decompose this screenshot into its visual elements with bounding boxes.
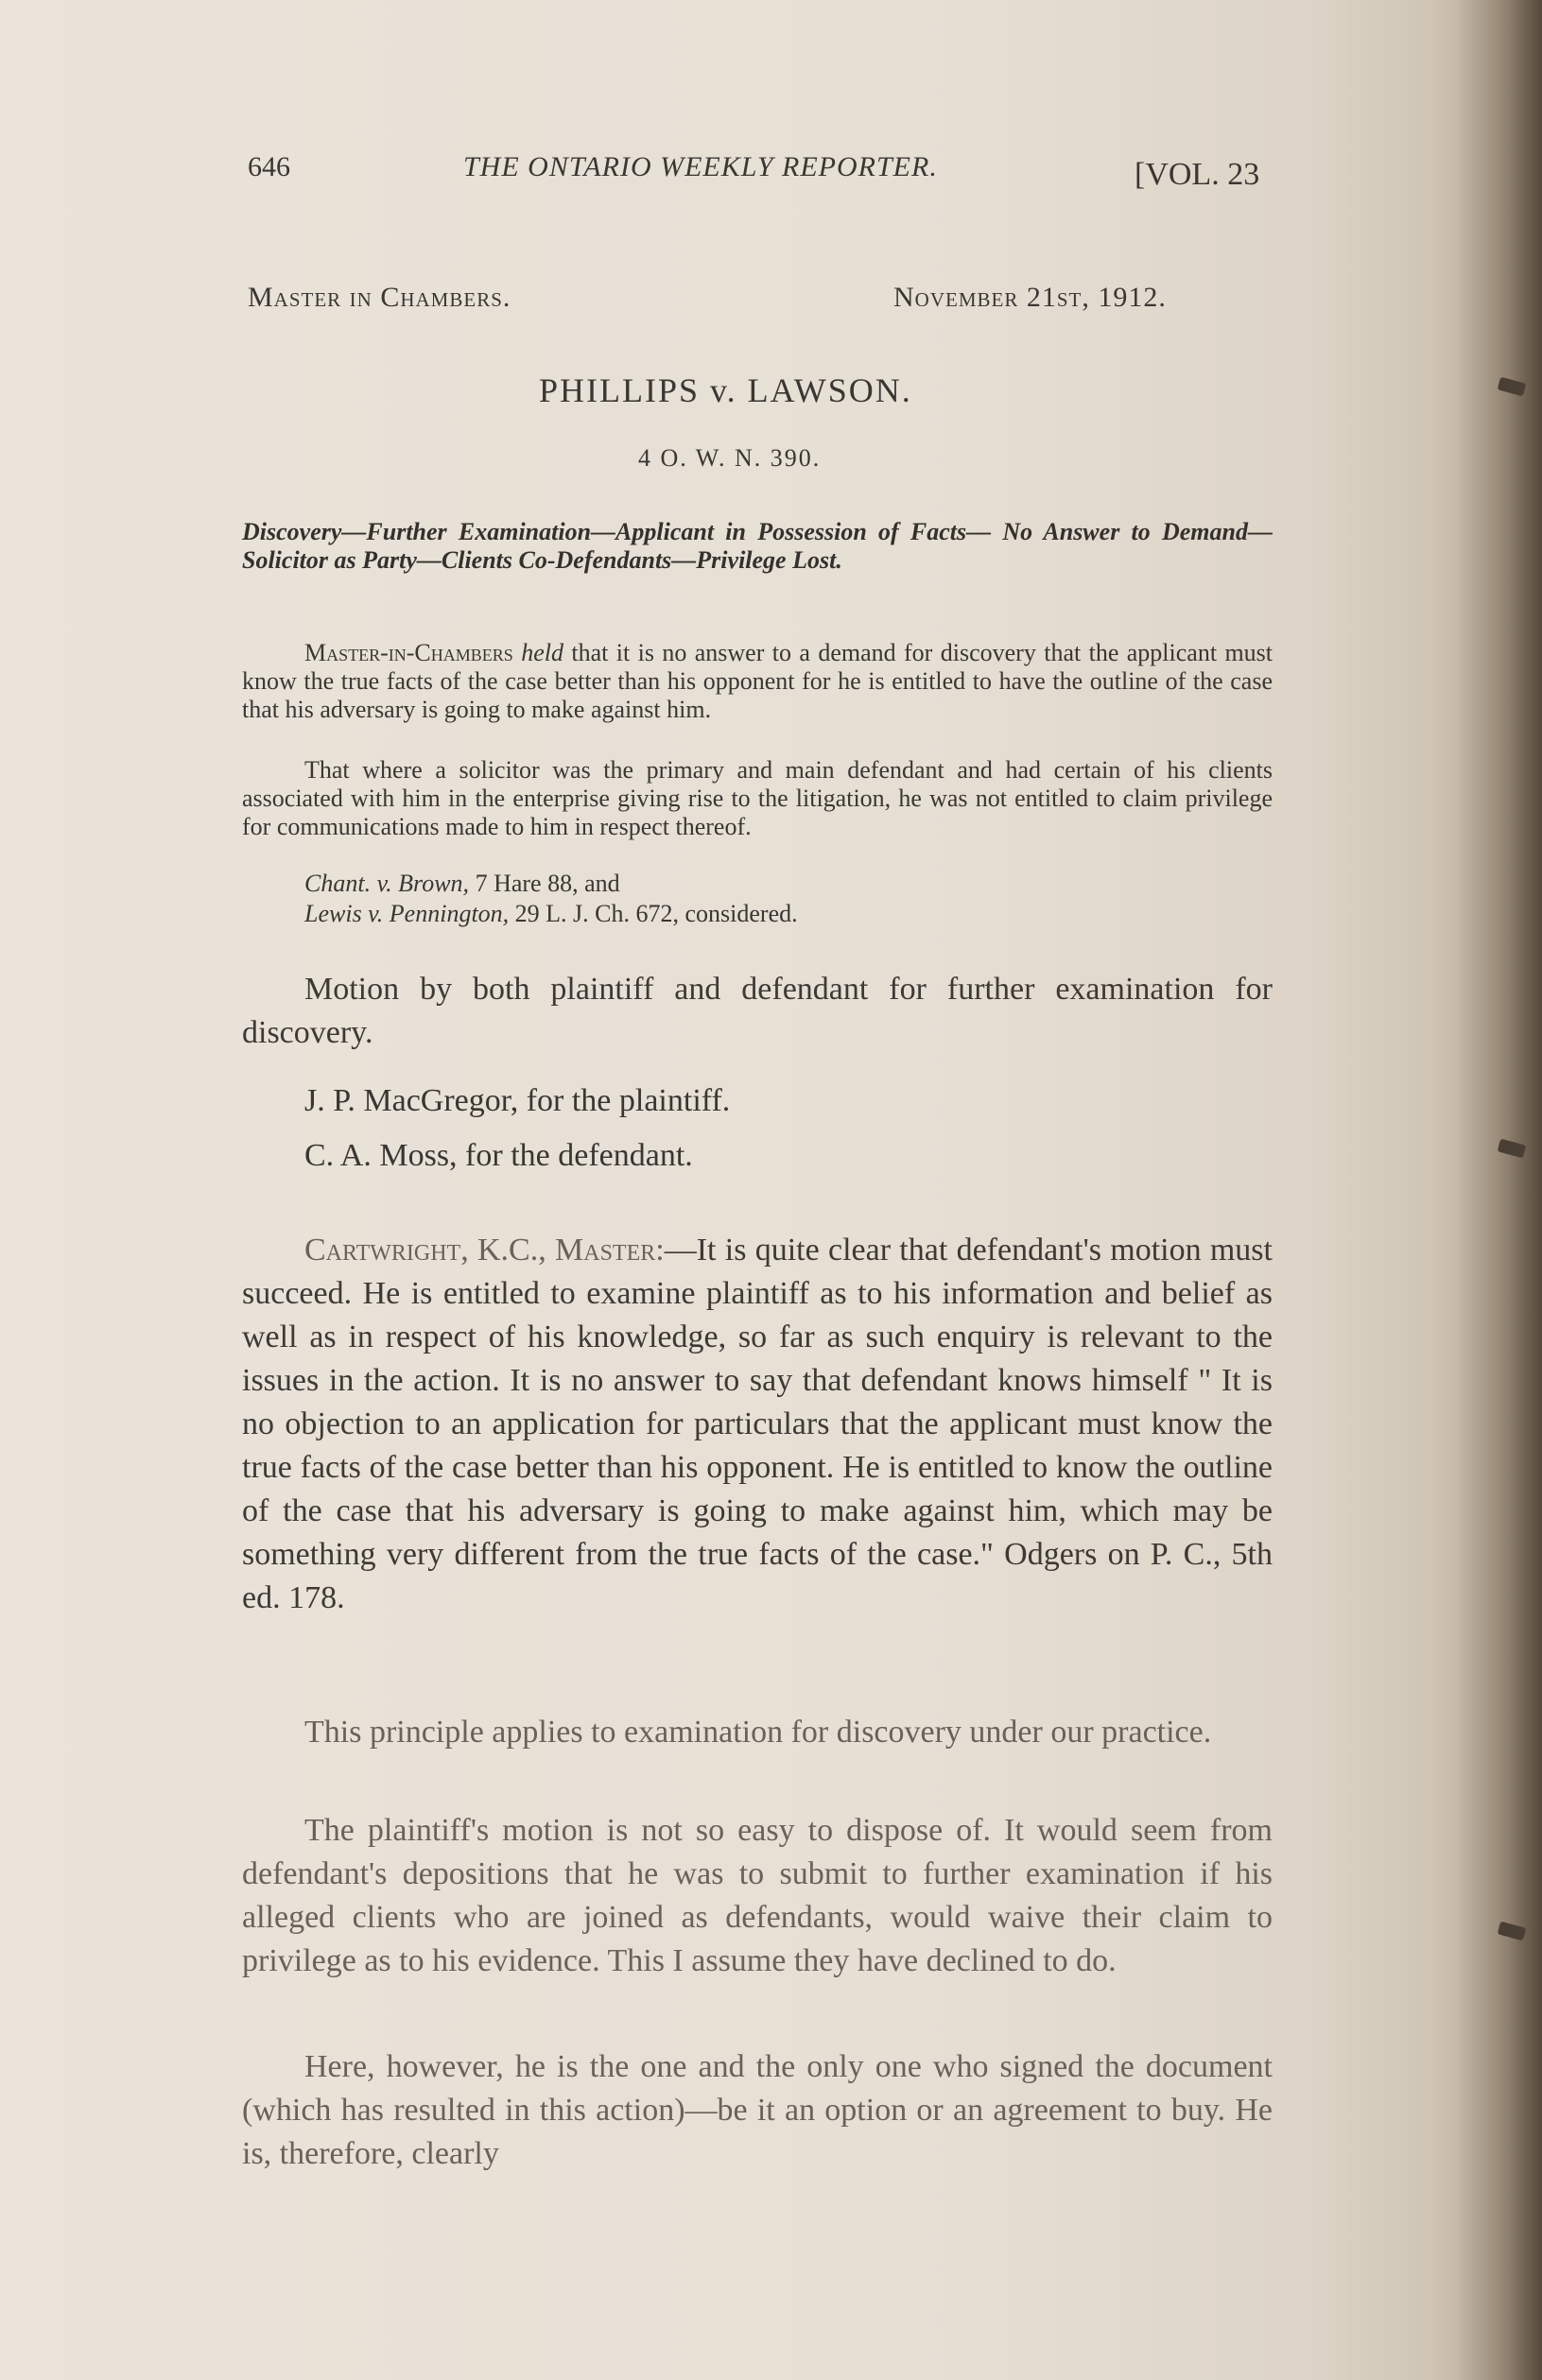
decision-date: November 21st, 1912. [893,282,1167,313]
headnote-catchwords: Discovery—Further Examination—Applicant in Possession of Facts— No Answer to Demand—Solicitor as Party—Clients Co-Defendants—Privilege Lost. [242,518,1273,574]
judgment-paragraph-3: The plaintiff's motion is not so easy to dispose of. It would seem from defendant's depositions that he was to submit to further examination if his alleged clients who are joined as defendants, would waive their claim to privilege as to his evidence. This I assume they have declined to do. [242,1813,1273,1978]
motion-paragraph: Motion by both plaintiff and defendant for further examination for discovery. [242,972,1273,1050]
judgment-paragraph-4: Here, however, he is the one and the only one who signed the document (which has resulted in this action)—be it an option or an agreement to buy. He is, therefore, clearly [242,2049,1273,2171]
case2-cite: 29 L. J. Ch. 672, considered. [514,900,798,927]
volume-label: [VOL. 23 [1135,157,1260,192]
headnote-second-holding: That where a solicitor was the primary and main defendant and had certain of his clients associated with him in the enterprise giving rise to the litigation, he was not entitled to claim privilege for communications made to him in respect thereof. [242,756,1273,840]
case1-cite: 7 Hare 88, and [475,870,620,897]
judgment-paragraph-1 [242,1229,1273,1620]
court-name: Master in Chambers. [248,282,511,313]
counsel-defendant: C. A. Moss, for the defendant. [304,1138,693,1173]
counsel-plaintiff: J. P. MacGregor, for the plaintiff. [304,1083,731,1118]
journal-title: THE ONTARIO WEEKLY REPORTER. [463,151,938,182]
case-reference-1 [304,870,620,898]
case-citation: 4 O. W. N. 390. [638,444,822,472]
held-word: held [521,639,563,666]
judgment-p1-text: —It is quite clear that defendant's motion must succeed. He is entitled to examine plaintiff as to his information and belief as well as in respect of his knowledge, so far as such enquiry is relevant to the issues in the action. It is no answer to say that defendant knows himself " It is no objection to an application for particulars that the applicant must know the true facts of the case better than his opponent. He is entitled to know the outline of the case that his adversary is going to make against him, which may be something very different from the true facts of the case." Odgers on P. C., 5th ed. 178. [242,1233,1273,1615]
page-number: 646 [248,151,290,182]
held-text: that it is no answer to a demand for discovery that the applicant must know the true facts of the case better than his opponent for he is entitled to have the outline of the case that his adversary is going to make against him. [242,639,1273,723]
judge-name: Cartwright, K.C., Master: [304,1233,665,1268]
case1-name: Chant. v. Brown, [304,870,470,897]
headnote-holding [242,639,1273,724]
held-lead: Master-in-Chambers [304,639,513,666]
case-reference-2 [304,900,798,928]
page-edge-shadow [1457,0,1542,2380]
case-title: PHILLIPS v. LAWSON. [539,371,912,409]
case2-name: Lewis v. Pennington, [304,900,510,927]
judgment-paragraph-2: This principle applies to examination for discovery under our practice. [304,1715,1212,1750]
